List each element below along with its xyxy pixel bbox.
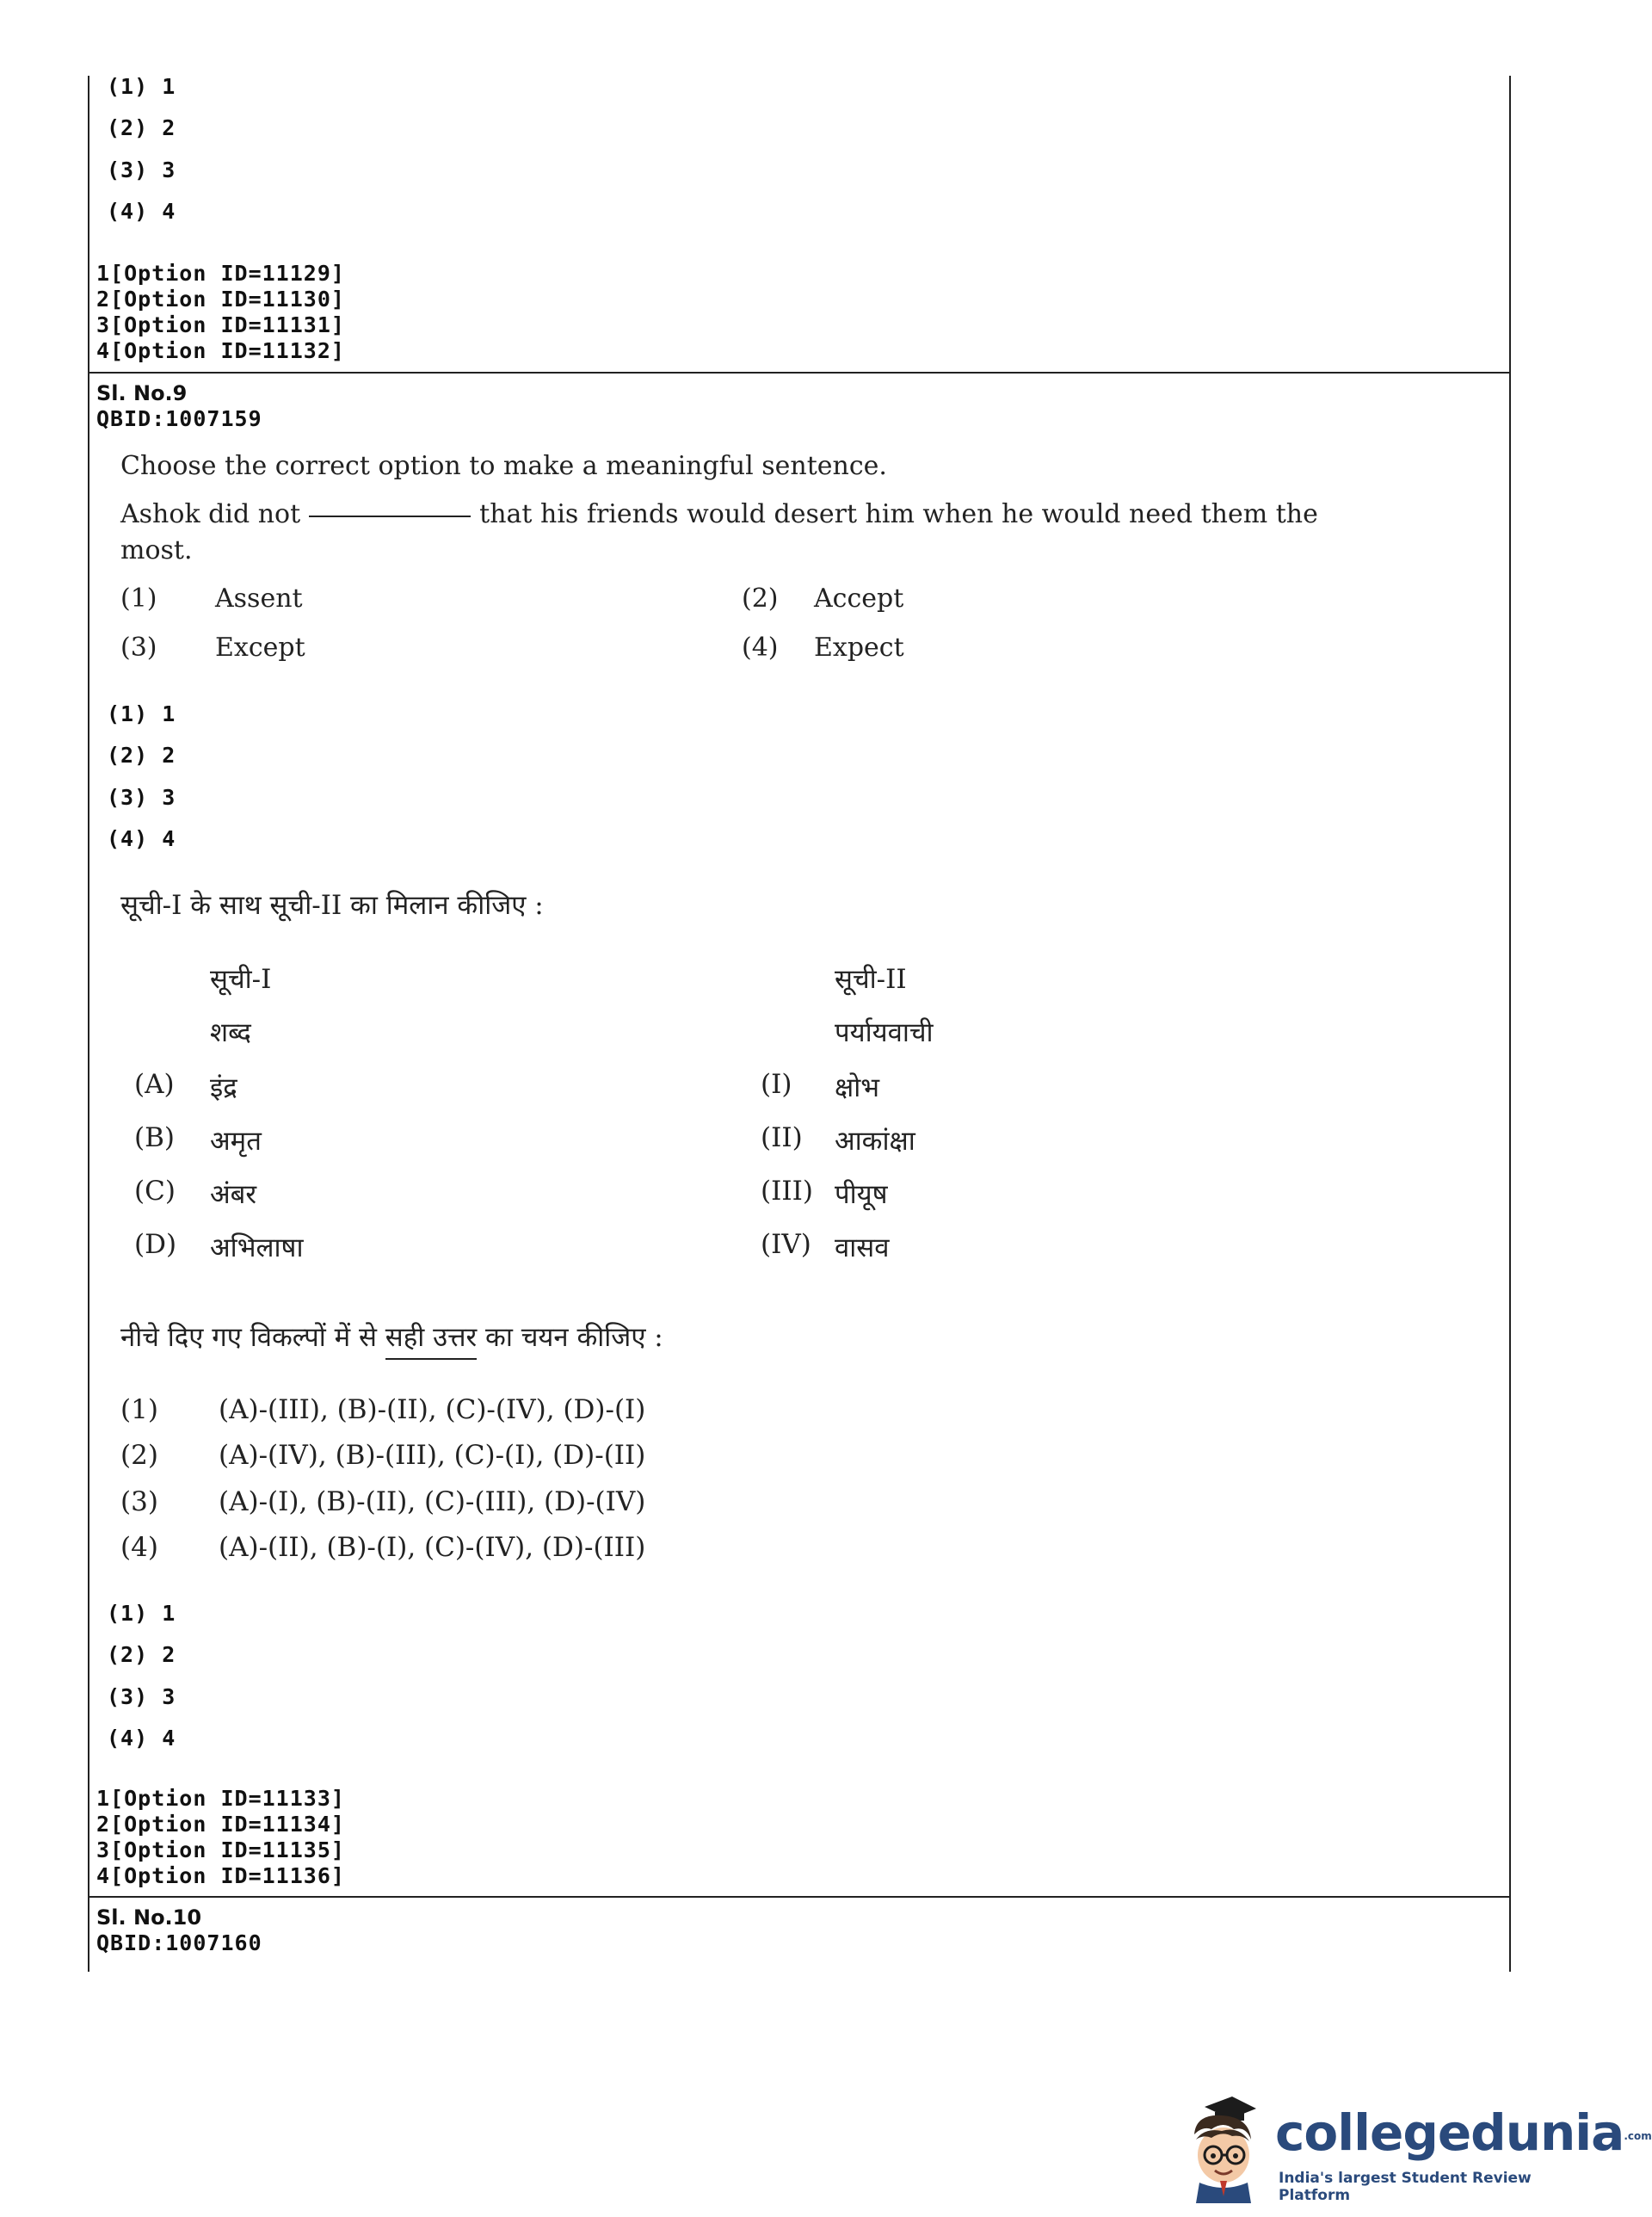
answer-option: (1) 1	[107, 74, 176, 99]
list1-heading: सूची-I	[210, 964, 272, 995]
option-id: 4[Option ID=11136]	[96, 1863, 345, 1888]
fill-blank	[309, 516, 471, 517]
choice-text: Except	[215, 633, 305, 663]
answer-option: (3) 3	[107, 785, 176, 810]
list1-label: (B)	[134, 1122, 175, 1153]
serial-number: Sl. No.10	[96, 1905, 202, 1930]
choice-text: (A)-(IV), (B)-(III), (C)-(I), (D)-(II)	[219, 1440, 646, 1471]
qbid: QBID:1007160	[96, 1930, 262, 1955]
answer-option: (4) 4	[107, 199, 176, 224]
list2-item: पीयूष	[835, 1179, 888, 1210]
option-id-list	[96, 1786, 345, 1889]
option-id: 2[Option ID=11130]	[96, 287, 345, 312]
list1-label: (A)	[134, 1069, 175, 1100]
list1-label: (C)	[134, 1176, 176, 1207]
hindi-prompt: सूची-I के साथ सूची-II का मिलान कीजिए :	[120, 890, 544, 921]
question-sentence	[120, 499, 1318, 529]
answer-option: (4) 4	[107, 826, 176, 851]
list2-item: वासव	[835, 1232, 890, 1263]
list2-label: (I)	[761, 1069, 792, 1100]
list1-subheading: शब्द	[210, 1017, 251, 1048]
list2-label: (III)	[761, 1176, 813, 1207]
divider	[88, 372, 1509, 374]
brand-name: collegedunia	[1275, 2103, 1624, 2162]
answer-option: (3) 3	[107, 1684, 176, 1709]
list1-label: (D)	[134, 1229, 177, 1260]
list2-label: (IV)	[761, 1229, 811, 1260]
instruction-suffix: का चयन कीजिए :	[485, 1322, 663, 1353]
choice-text: (A)-(II), (B)-(I), (C)-(IV), (D)-(III)	[219, 1532, 646, 1563]
choice-text: (A)-(III), (B)-(II), (C)-(IV), (D)-(I)	[219, 1394, 646, 1425]
brand-suffix: .com	[1624, 2129, 1652, 2142]
choice-number: (4)	[120, 1532, 158, 1563]
option-id: 3[Option ID=11131]	[96, 312, 345, 337]
qbid: QBID:1007159	[96, 406, 262, 431]
choice-number: (3)	[120, 633, 157, 663]
mascot-icon	[1170, 2091, 1273, 2203]
sentence-start: Ashok did not	[120, 499, 301, 529]
choice-number: (1)	[120, 584, 157, 614]
serial-number: Sl. No.9	[96, 381, 188, 405]
list2-item: क्षोभ	[835, 1072, 880, 1103]
choice-text: Expect	[814, 633, 904, 663]
brand-tagline: India's largest Student Review Platform	[1279, 2170, 1532, 2204]
list2-heading: सूची-II	[835, 964, 907, 995]
choice-number: (2)	[742, 584, 779, 614]
list1-item: इंद्र	[210, 1072, 237, 1103]
choice-text: Accept	[814, 584, 904, 614]
sentence-end: that his friends would desert him when he would need them the	[479, 499, 1318, 529]
choice-number: (1)	[120, 1394, 158, 1425]
choice-text: Assent	[215, 584, 303, 614]
list2-item: आकांक्षा	[835, 1126, 915, 1157]
option-id: 4[Option ID=11132]	[96, 338, 345, 363]
sentence-wrap: most.	[120, 535, 193, 565]
choice-number: (2)	[120, 1440, 158, 1471]
option-id: 1[Option ID=11133]	[96, 1786, 345, 1811]
answer-option: (2) 2	[107, 1642, 176, 1667]
answer-option: (2) 2	[107, 115, 176, 140]
choice-number: (4)	[742, 633, 779, 663]
list1-item: अंबर	[210, 1179, 257, 1210]
divider	[88, 1896, 1509, 1898]
list1-item: अभिलाषा	[210, 1232, 304, 1263]
hindi-instruction	[120, 1318, 663, 1355]
list2-label: (II)	[761, 1122, 803, 1153]
answer-option: (4) 4	[107, 1726, 176, 1751]
option-id: 1[Option ID=11129]	[96, 261, 345, 286]
answer-option: (1) 1	[107, 701, 176, 726]
choice-number: (3)	[120, 1486, 158, 1517]
question-prompt: Choose the correct option to make a meaningful sentence.	[120, 451, 887, 481]
option-id-list	[96, 261, 345, 364]
list2-subheading: पर्यायवाची	[835, 1017, 934, 1048]
answer-option: (3) 3	[107, 157, 176, 182]
choice-text: (A)-(I), (B)-(II), (C)-(III), (D)-(IV)	[219, 1486, 646, 1517]
answer-option: (2) 2	[107, 743, 176, 768]
option-id: 3[Option ID=11135]	[96, 1837, 345, 1862]
answer-option: (1) 1	[107, 1601, 176, 1626]
brand-logo	[1275, 2103, 1652, 2162]
option-id: 2[Option ID=11134]	[96, 1812, 345, 1837]
instruction-underlined: सही उत्तर	[385, 1322, 477, 1360]
instruction-prefix: नीचे दिए गए विकल्पों में से	[120, 1322, 377, 1353]
list1-item: अमृत	[210, 1126, 262, 1157]
